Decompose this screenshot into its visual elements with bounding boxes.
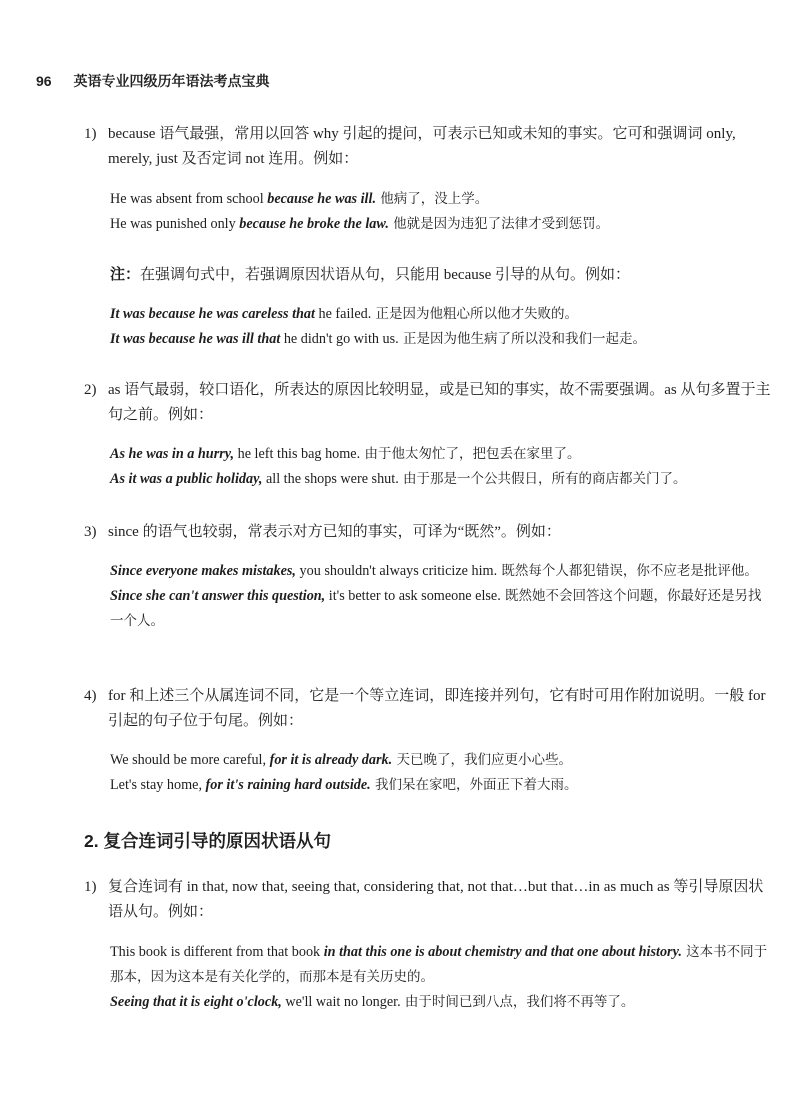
example-sentence: We should be more careful, for it is already dark. 天已晚了，我们应更小心些。: [110, 752, 572, 768]
example-sentence: Since she can't answer this question, it's better to ask someone else. 既然她不会回答这个问题，你最好还是另找一个人。: [110, 588, 762, 629]
list-item-for: [84, 684, 774, 734]
list-item-since: [84, 520, 774, 545]
example-sentence: Let's stay home, for it's raining hard outside. 我们呆在家吧，外面正下着大雨。: [110, 777, 578, 793]
example-sentence: It was because he was careless that he failed. 正是因为他粗心所以他才失败的。: [110, 306, 579, 322]
example-sentence: This book is different from that book in that this one is about chemistry and that one about history. 这本书不同于那本，因为这本是有关化学的，而那本是有关历史的。: [110, 944, 768, 985]
item-number: 1): [84, 126, 97, 142]
item-number: 3): [84, 524, 97, 540]
item-number: 2): [84, 382, 97, 398]
item-text: as 语气最弱，较口语化，所表达的原因比较明显，或是已知的事实，故不需要强调。as 从句多置于主句之前。例如：: [108, 382, 771, 423]
example-sentence: He was punished only because he broke the law. 他就是因为违犯了法律才受到惩罚。: [110, 216, 610, 232]
item-text: 复合连词有 in that, now that, seeing that, considering that, not that…but that…in as much as 等引导原因状语从句。例如：: [108, 879, 764, 920]
examples-for: [110, 748, 775, 798]
list-item-compound-conjunctions: [84, 875, 774, 925]
example-sentence: He was absent from school because he was ill. 他病了，没上学。: [110, 191, 489, 207]
book-title: 英语专业四级历年语法考点宝典: [73, 73, 270, 89]
item-number: 4): [84, 688, 97, 704]
note-text: 在强调句式中，若强调原因状语从句，只能用 because 引导的从句。例如：: [140, 267, 630, 283]
list-item-because: [84, 122, 774, 172]
examples-as: [110, 442, 775, 492]
examples-because: [110, 187, 775, 237]
examples-compound: [110, 940, 775, 1015]
example-sentence: Seeing that it is eight o'clock, we'll wait no longer. 由于时间已到八点，我们将不再等了。: [110, 994, 635, 1010]
example-sentence: Since everyone makes mistakes, you shouldn't always criticize him. 既然每个人都犯错误，你不应老是批评他。: [110, 563, 758, 579]
section-heading: 2. 复合连词引导的原因状语从句: [84, 831, 331, 851]
example-sentence: As he was in a hurry, he left this bag home. 由于他太匆忙了，把包丢在家里了。: [110, 446, 581, 462]
item-text: for 和上述三个从属连词不同，它是一个等立连词，即连接并列句，它有时可用作附加说明。一般 for 引起的句子位于句尾。例如：: [108, 688, 766, 729]
note-label: 注：: [110, 265, 141, 283]
page-header: [36, 71, 269, 91]
list-item-as: [84, 378, 774, 428]
item-text: because 语气最强，常用以回答 why 引起的提问，可表示已知或未知的事实。它可和强调词 only, merely, just 及否定词 not 连用。例如：: [108, 126, 736, 167]
examples-note: [110, 302, 775, 352]
examples-since: [110, 559, 775, 634]
note-block: [110, 262, 775, 288]
example-sentence: It was because he was ill that he didn't go with us. 正是因为他生病了所以没和我们一起走。: [110, 331, 646, 347]
item-text: since 的语气也较弱，常表示对方已知的事实，可译为“既然”。例如：: [108, 524, 561, 540]
page-number: 96: [36, 73, 52, 89]
item-number: 1): [84, 879, 97, 895]
example-sentence: As it was a public holiday, all the shops were shut. 由于那是一个公共假日，所有的商店都关门了。: [110, 471, 687, 487]
